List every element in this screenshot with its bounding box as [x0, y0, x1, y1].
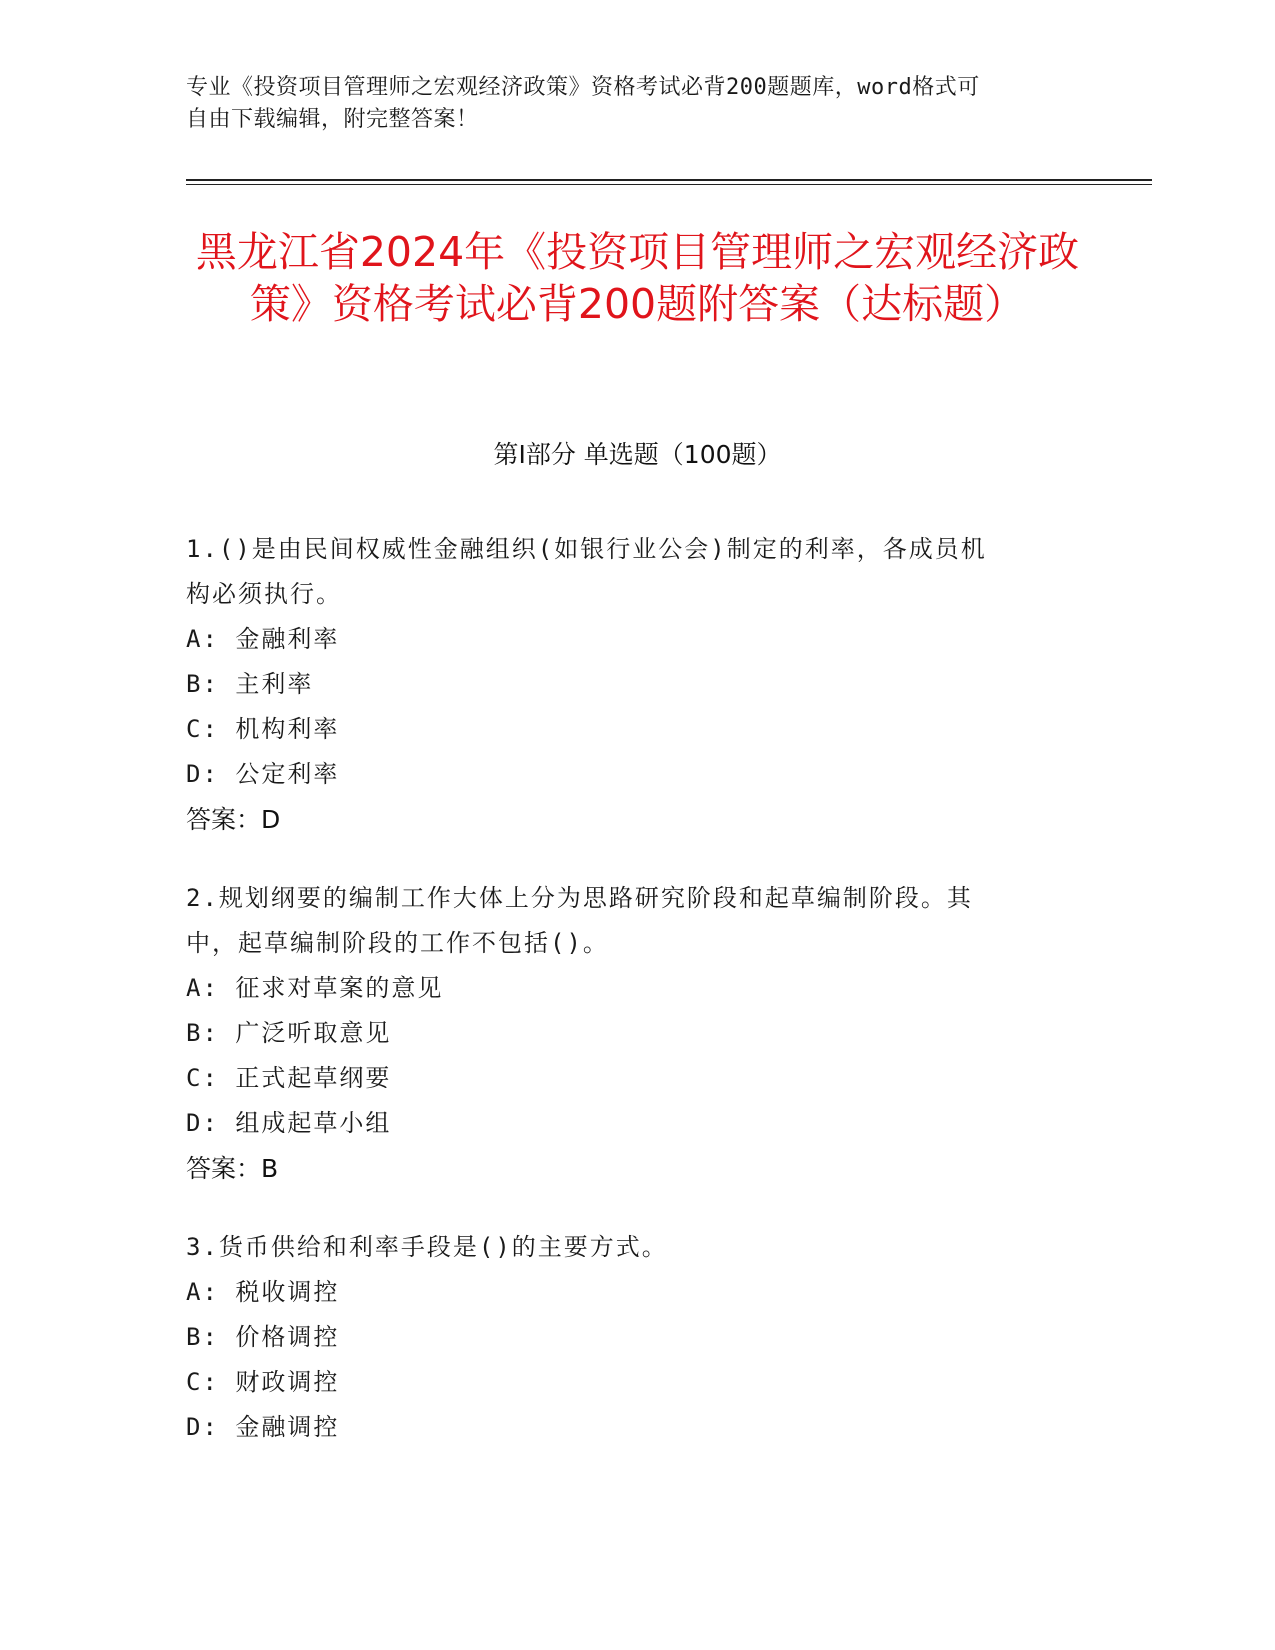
option-c: C: 正式起草纲要	[186, 1064, 392, 1092]
option-b: B: 价格调控	[186, 1323, 340, 1351]
question-stem: 2.规划纲要的编制工作大体上分为思路研究阶段和起草编制阶段。其 中，起草编制阶段的工作不包括()。	[186, 884, 973, 957]
option-b: B: 广泛听取意见	[186, 1019, 392, 1047]
header-note-line-2: 自由下载编辑，附完整答案！	[186, 107, 479, 132]
answer-label: 答案：B	[186, 1154, 279, 1183]
question-list	[186, 527, 1076, 1484]
answer-label: 答案：D	[186, 805, 281, 834]
option-d: D: 组成起草小组	[186, 1109, 392, 1137]
section-heading: 第I部分 单选题（100题）	[493, 440, 782, 469]
header-rule-thin	[186, 184, 1152, 185]
question-1	[186, 527, 1076, 842]
option-a: A: 征求对草案的意见	[186, 974, 444, 1002]
question-3	[186, 1225, 1076, 1450]
question-stem: 1.()是由民间权威性金融组织(如银行业公会)制定的利率，各成员机 构必须执行。	[186, 535, 987, 608]
option-a: A: 金融利率	[186, 625, 340, 653]
option-d: D: 公定利率	[186, 760, 340, 788]
header-note-line-1: 专业《投资项目管理师之宏观经济政策》资格考试必背200题题库，word格式可	[186, 75, 980, 100]
option-b: B: 主利率	[186, 670, 314, 698]
option-c: C: 财政调控	[186, 1368, 340, 1396]
option-c: C: 机构利率	[186, 715, 340, 743]
question-2	[186, 876, 1076, 1191]
header-note	[186, 72, 1066, 136]
option-a: A: 税收调控	[186, 1278, 340, 1306]
document-title: 黑龙江省2024年《投资项目管理师之宏观经济政策》资格考试必背200题附答案（达标题）	[195, 228, 1080, 328]
option-d: D: 金融调控	[186, 1413, 340, 1441]
header-rule-thick	[186, 179, 1152, 181]
question-stem: 3.货币供给和利率手段是()的主要方式。	[186, 1233, 668, 1261]
